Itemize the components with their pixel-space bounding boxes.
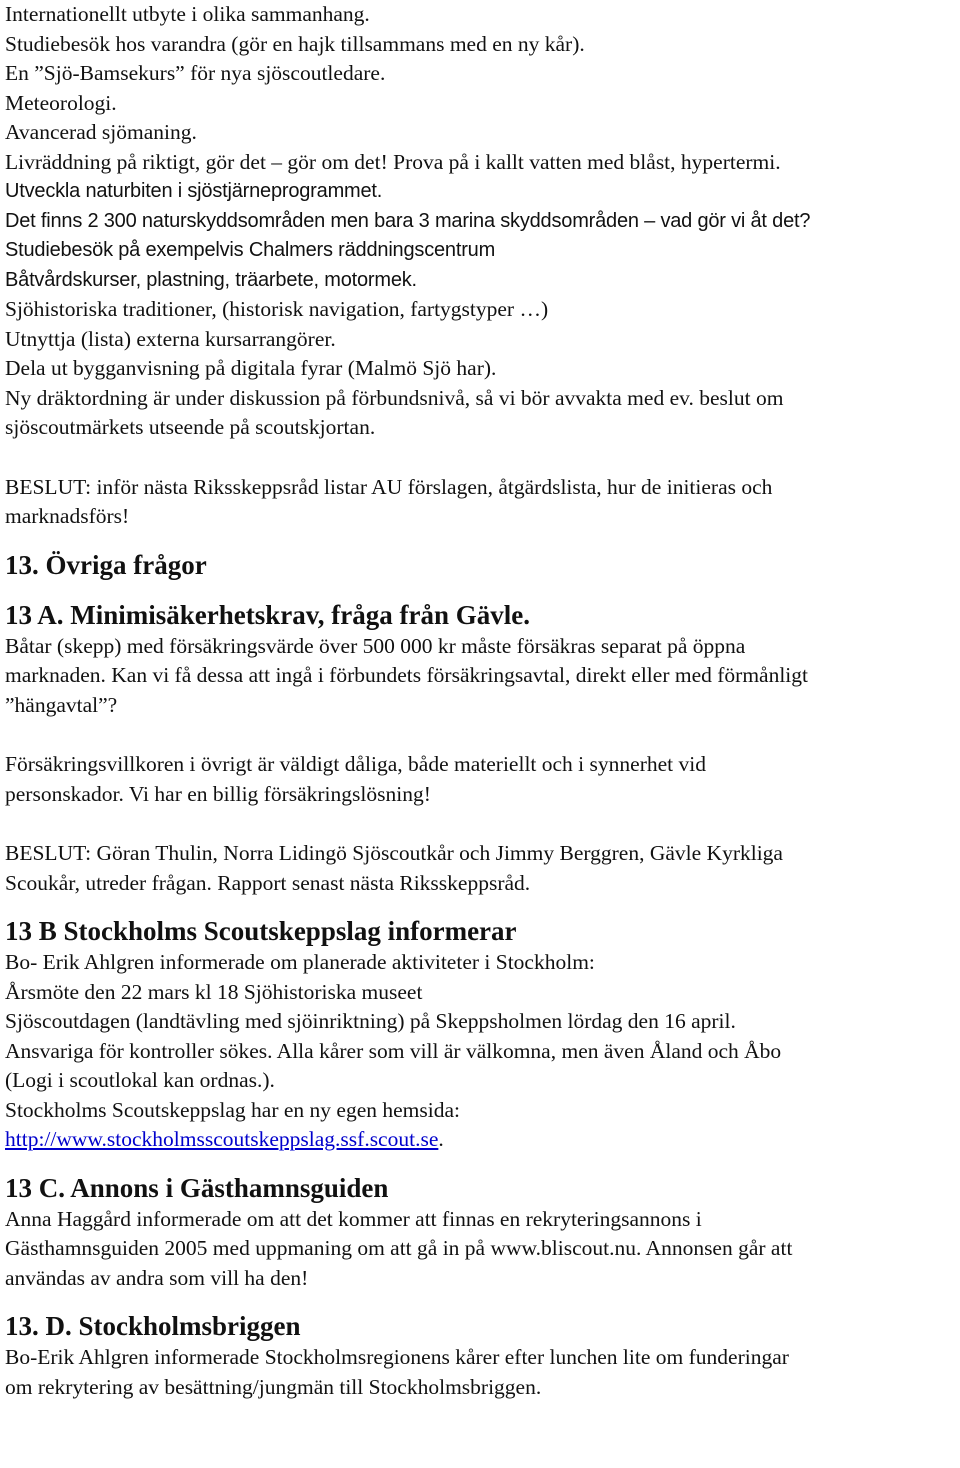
section-heading-13b: 13 B Stockholms Scoutskeppslag informerar [5,916,517,946]
text-line: Försäkringsvillkoren i övrigt är väldigt dåliga, både materiellt och i synnerhet vid [5,752,706,776]
section-heading-13a: 13 A. Minimisäkerhetskrav, fråga från Gävle. [5,599,530,630]
decision-line: marknadsförs! [5,504,130,528]
text-line: ”hängavtal”? [5,692,118,717]
list-item: Meteorologi. [5,90,117,115]
decision-line: BESLUT: inför nästa Riksskeppsråd listar AU förslagen, åtgärdslista, hur de initieras och [5,474,773,499]
suggestion-list [5,0,960,443]
list-item: sjöscoutmärkets utseende på scoutskjortan. [5,415,376,439]
spacer [5,809,960,839]
section-heading-13d: 13. D. Stockholmsbriggen [5,1311,301,1341]
paragraph-13c [5,1205,960,1294]
spacer [5,898,960,914]
paragraph-13a-1 [5,632,960,721]
decision-paragraph [5,839,960,898]
list-item: Det finns 2 300 naturskyddsområden men bara 3 marina skyddsområden – vad gör vi åt det? [5,209,811,232]
section-heading-13c: 13 C. Annons i Gästhamnsguiden [5,1172,389,1203]
text-line: (Logi i scoutlokal kan ordnas.). [5,1068,275,1092]
text-line: Bo- Erik Ahlgren informerade om planerade aktiviteter i Stockholm: [5,950,595,974]
list-item: Studiebesök hos varandra (gör en hajk tillsammans med en ny kår). [5,31,585,56]
list-item: Utnyttja (lista) externa kursarrangörer. [5,326,336,351]
list-item: Avancerad sjömaning. [5,120,197,144]
list-item: Båtvårdskurser, plastning, träarbete, motormek. [5,268,417,291]
text-line: Båtar (skepp) med försäkringsvärde över 500 000 kr måste försäkras separat på öppna [5,633,746,658]
text-line: Ansvariga för kontroller sökes. Alla kårer som vill är välkomna, men även Åland och Åbo [5,1038,782,1063]
text-line: Gästhamnsguiden 2005 med uppmaning om att gå in på www.bliscout.nu. Annonsen går att [5,1236,793,1260]
list-item: Sjöhistoriska traditioner, (historisk navigation, fartygstyper …) [5,297,549,321]
text-line: personskador. Vi har en billig försäkringslösning! [5,781,431,806]
section-heading-13: 13. Övriga frågor [5,549,207,580]
decision-line: BESLUT: Göran Thulin, Norra Lidingö Sjöscoutkår och Jimmy Berggren, Gävle Kyrkliga [5,841,783,865]
spacer [5,582,960,598]
decision-paragraph [5,473,960,532]
list-item: Ny dräktordning är under diskussion på förbundsnivå, så vi bör avvakta med ev. beslut om [5,385,784,410]
paragraph-13d [5,1343,960,1402]
text-line: marknaden. Kan vi få dessa att ingå i förbundets försäkringsavtal, direkt eller med förmånligt [5,663,809,687]
text-line: Årsmöte den 22 mars kl 18 Sjöhistoriska museet [5,979,423,1004]
text-line: Anna Haggård informerade om att det kommer att finnas en rekryteringsannons i [5,1206,702,1231]
spacer [5,720,960,750]
link-line [5,1125,960,1155]
link-suffix: . [438,1127,444,1151]
text-line: Sjöscoutdagen (landtävling med sjöinriktning) på Skeppsholmen lördag den 16 april. [5,1009,736,1033]
list-item: Dela ut bygganvisning på digitala fyrar (Malmö Sjö har). [5,356,497,380]
list-item: Internationellt utbyte i olika sammanhang. [5,2,370,26]
paragraph-13b [5,948,960,1155]
spacer [5,1293,960,1309]
text-line: om rekrytering av besättning/jungmän till Stockholmsbriggen. [5,1374,542,1399]
spacer [5,1155,960,1171]
list-item: Studiebesök på exempelvis Chalmers räddningscentrum [5,239,496,261]
paragraph-13a-2 [5,750,960,809]
spacer [5,443,960,473]
list-item: Livräddning på riktigt, gör det – gör om det! Prova på i kallt vatten med blåst, hypertermi. [5,149,781,174]
text-line: Bo-Erik Ahlgren informerade Stockholmsregionens kårer efter lunchen lite om funderingar [5,1345,789,1369]
decision-line: Scoukår, utreder frågan. Rapport senast nästa Riksskeppsråd. [5,870,531,895]
text-line: användas av andra som vill ha den! [5,1265,309,1290]
website-link[interactable]: http://www.stockholmsscoutskeppslag.ssf.scout.se [5,1127,439,1151]
text-line: Stockholms Scoutskeppslag har en ny egen hemsida: [5,1097,461,1122]
spacer [5,532,960,548]
list-item: Utveckla naturbiten i sjöstjärneprogrammet. [5,180,383,202]
list-item: En ”Sjö-Bamsekurs” för nya sjöscoutledare. [5,61,386,85]
